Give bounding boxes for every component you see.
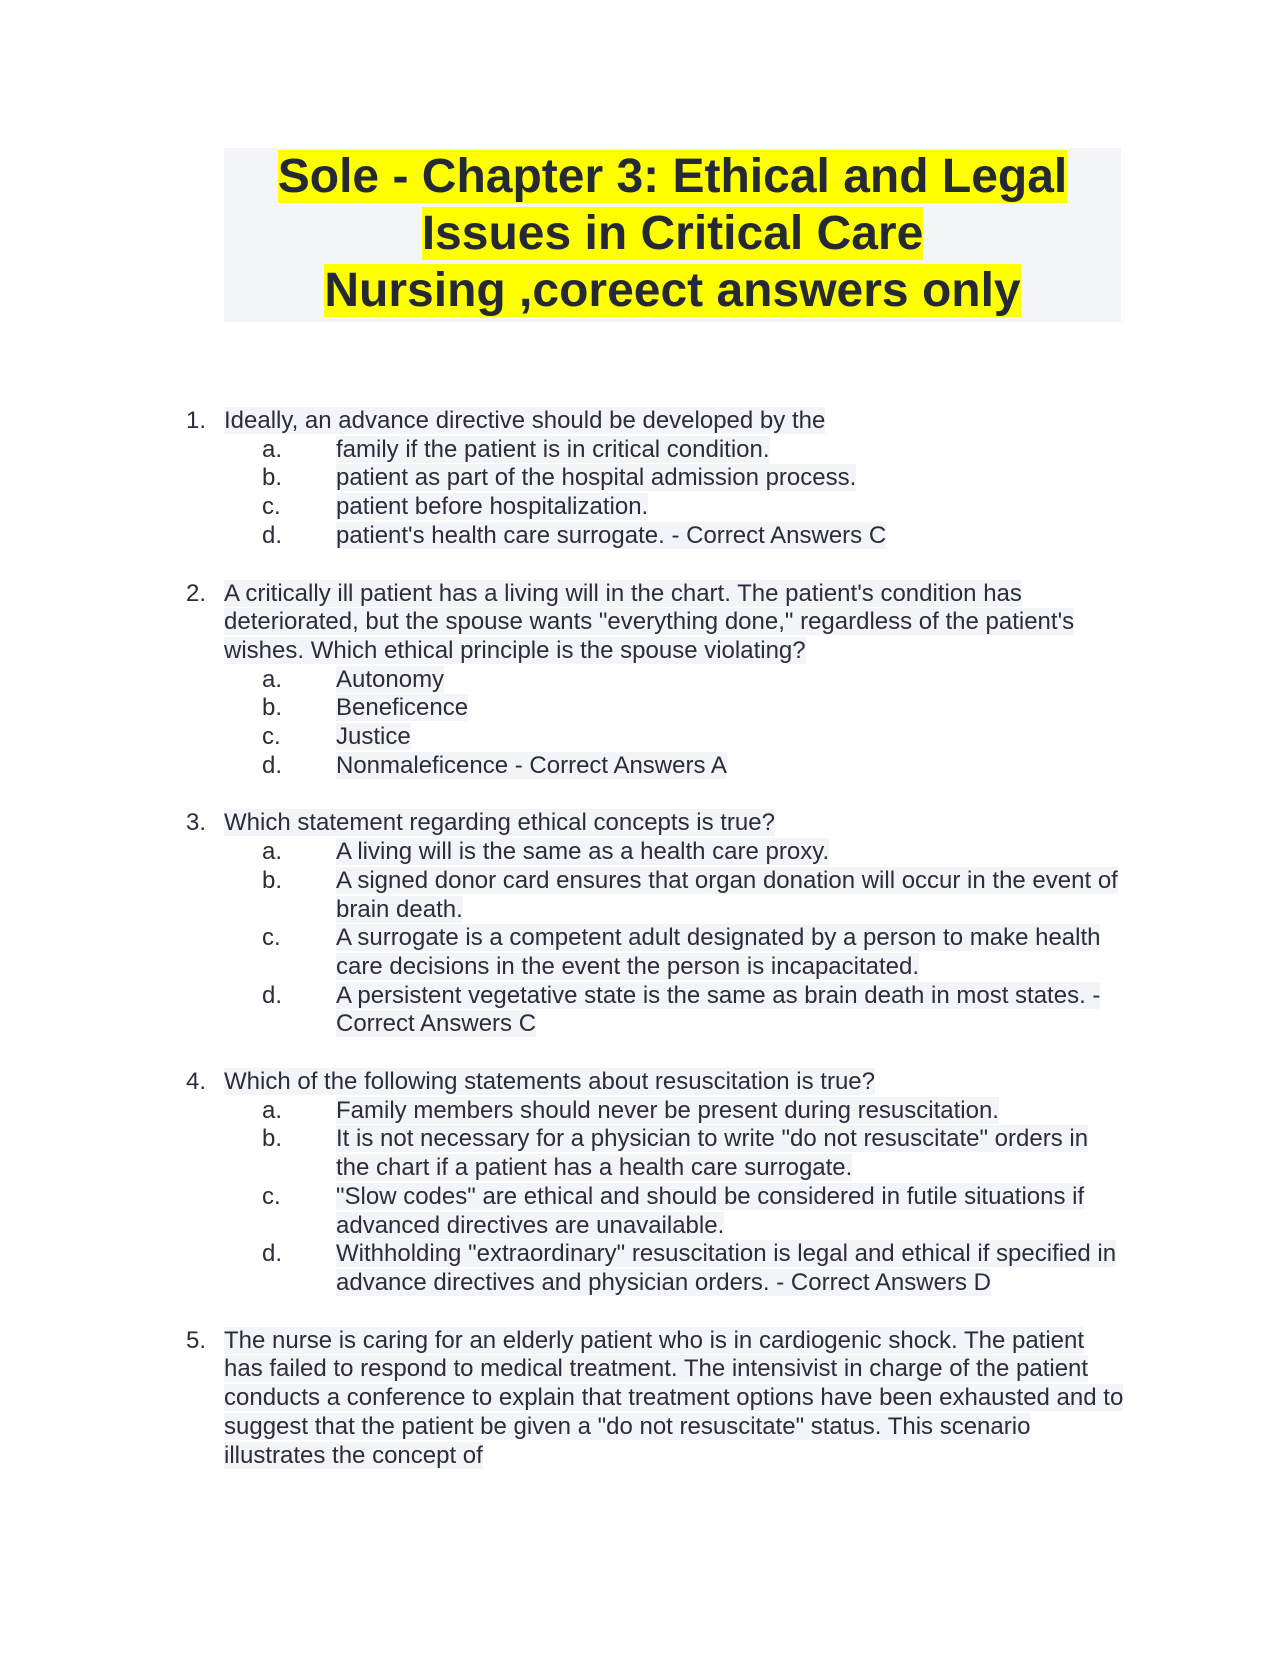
question-text: Ideally, an advance directive should be developed by the <box>224 407 826 434</box>
option-text: A persistent vegetative state is the same as brain death in most states. - Correct Answers C <box>336 981 1101 1038</box>
question-3 <box>0 809 1280 1039</box>
option-list <box>0 666 1280 781</box>
option-a <box>0 838 1280 867</box>
option-d <box>0 982 1280 1039</box>
question-number: 4. <box>186 1068 207 1096</box>
option-text: "Slow codes" are ethical and should be considered in futile situations if advanced directives are unavailable. <box>336 1182 1085 1239</box>
option-letter: a. <box>262 1096 283 1124</box>
question-5 <box>0 1327 1280 1471</box>
option-text: A surrogate is a competent adult designated by a person to make health care decisions in the event the person is incapacitated. <box>336 924 1101 980</box>
option-a <box>0 666 1280 695</box>
option-b <box>0 694 1280 723</box>
question-4 <box>0 1068 1280 1298</box>
question-number: 2. <box>186 579 207 607</box>
option-c <box>0 924 1280 981</box>
question-text: A critically ill patient has a living will in the chart. The patient's condition has deteriorated, but the spouse wants "everything done," regardless of the patient's wishes. Which ethical principle is the spouse violating? <box>224 579 1075 664</box>
option-b <box>0 464 1280 493</box>
option-letter: b. <box>262 866 283 894</box>
option-text: Nonmaleficence - Correct Answers A <box>336 751 727 779</box>
option-letter: d. <box>262 521 283 549</box>
option-text: Family members should never be present during resuscitation. <box>336 1096 999 1124</box>
question-text: The nurse is caring for an elderly patient who is in cardiogenic shock. The patient has failed to respond to medical treatment. The intensivist in charge of the patient conducts a conference to explain that treatment options have been exhausted and to suggest that the patient be given a "do not resuscitate" status. This scenario illustrates the concept of <box>224 1326 1124 1469</box>
option-text: A living will is the same as a health care proxy. <box>336 838 830 866</box>
option-c <box>0 493 1280 522</box>
option-letter: a. <box>262 838 283 866</box>
option-text: A signed donor card ensures that organ donation will occur in the event of brain death. <box>336 866 1118 923</box>
option-text: family if the patient is in critical condition. <box>336 435 770 463</box>
option-c <box>0 1183 1280 1240</box>
question-1 <box>0 407 1280 551</box>
option-text: Beneficence <box>336 694 469 722</box>
option-text: Autonomy <box>336 665 445 693</box>
option-letter: b. <box>262 1125 283 1153</box>
question-number: 5. <box>186 1326 207 1354</box>
option-letter: c. <box>262 493 281 521</box>
question-number: 1. <box>186 407 207 434</box>
option-a <box>0 1097 1280 1126</box>
question-text: Which statement regarding ethical concepts is true? <box>224 809 775 837</box>
option-text: patient's health care surrogate. - Correct Answers C <box>336 521 887 549</box>
option-text: It is not necessary for a physician to write "do not resuscitate" orders in the chart if a patient has a health care surrogate. <box>336 1125 1089 1182</box>
option-list <box>0 1097 1280 1298</box>
option-list <box>0 838 1280 1039</box>
question-list <box>0 407 1280 1499</box>
option-letter: d. <box>262 751 283 779</box>
option-b <box>0 867 1280 924</box>
option-letter: c. <box>262 723 281 751</box>
option-b <box>0 1125 1280 1182</box>
option-text: patient before hospitalization. <box>336 493 649 521</box>
title-line-1: Sole - Chapter 3: Ethical and Legal <box>277 150 1068 203</box>
option-c <box>0 723 1280 752</box>
option-letter: a. <box>262 665 283 693</box>
option-letter: c. <box>262 1182 281 1210</box>
option-d <box>0 752 1280 781</box>
option-letter: b. <box>262 694 283 722</box>
question-text: Which of the following statements about resuscitation is true? <box>224 1068 875 1096</box>
option-letter: c. <box>262 924 281 952</box>
option-text: Withholding "extraordinary" resuscitation is legal and ethical if specified in advance directives and physician orders. - Correct Answers D <box>336 1240 1117 1296</box>
option-text: patient as part of the hospital admission process. <box>336 464 857 492</box>
title-line-2: Issues in Critical Care <box>421 207 924 260</box>
option-a <box>0 436 1280 465</box>
option-letter: b. <box>262 464 283 492</box>
option-d <box>0 522 1280 551</box>
option-d <box>0 1240 1280 1297</box>
document-title <box>224 148 1121 322</box>
option-letter: d. <box>262 1240 283 1268</box>
option-list <box>0 436 1280 551</box>
option-letter: d. <box>262 981 283 1009</box>
option-text: Justice <box>336 723 411 751</box>
question-2 <box>0 580 1280 781</box>
question-number: 3. <box>186 809 207 837</box>
title-line-3: Nursing ,coreect answers only <box>324 264 1021 317</box>
option-letter: a. <box>262 435 283 463</box>
